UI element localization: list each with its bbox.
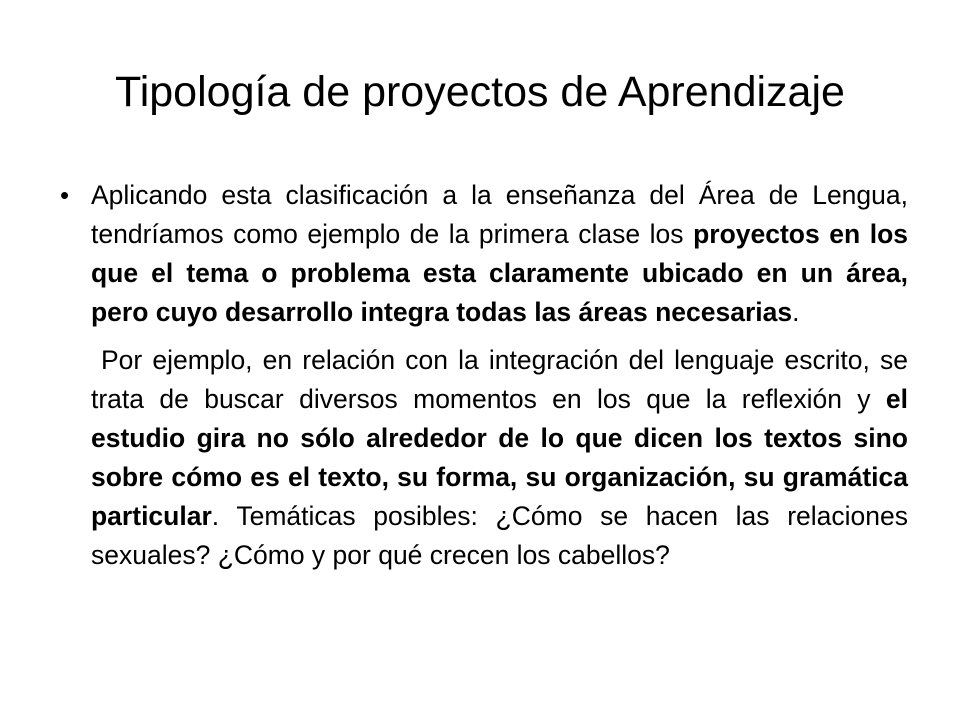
paragraph-text: . bbox=[792, 297, 800, 327]
paragraph-classification bbox=[91, 176, 908, 332]
bullet-icon: • bbox=[60, 180, 70, 210]
paragraph-text: Por ejemplo, en relación con la integración del lenguaje escrito, se trata de buscar diversos momentos en los que la reflexión y bbox=[91, 345, 908, 414]
paragraph-emphasis: el estudio gira no sólo alrededor de lo que dicen los textos sino sobre cómo es el texto, su forma, su organización, su gramática particular bbox=[91, 384, 908, 531]
paragraph-emphasis: proyectos en los que el tema o problema esta claramente ubicado en un área, pero cuyo desarrollo integra todas las áreas necesarias bbox=[91, 219, 909, 327]
paragraph-example bbox=[91, 341, 908, 575]
slide-body bbox=[60, 176, 908, 575]
paragraph-text: . Temáticas posibles: ¿Cómo se hacen las relaciones sexuales? ¿Cómo y por qué crecen los cabellos? bbox=[91, 501, 908, 570]
bullet-item bbox=[60, 176, 908, 332]
paragraph-text: Aplicando esta clasificación a la enseñanza del Área de Lengua, tendríamos como ejemplo de la primera clase los bbox=[91, 180, 908, 249]
continuation-block bbox=[60, 341, 908, 575]
slide-title: Tipología de proyectos de Aprendizaje bbox=[115, 68, 845, 116]
